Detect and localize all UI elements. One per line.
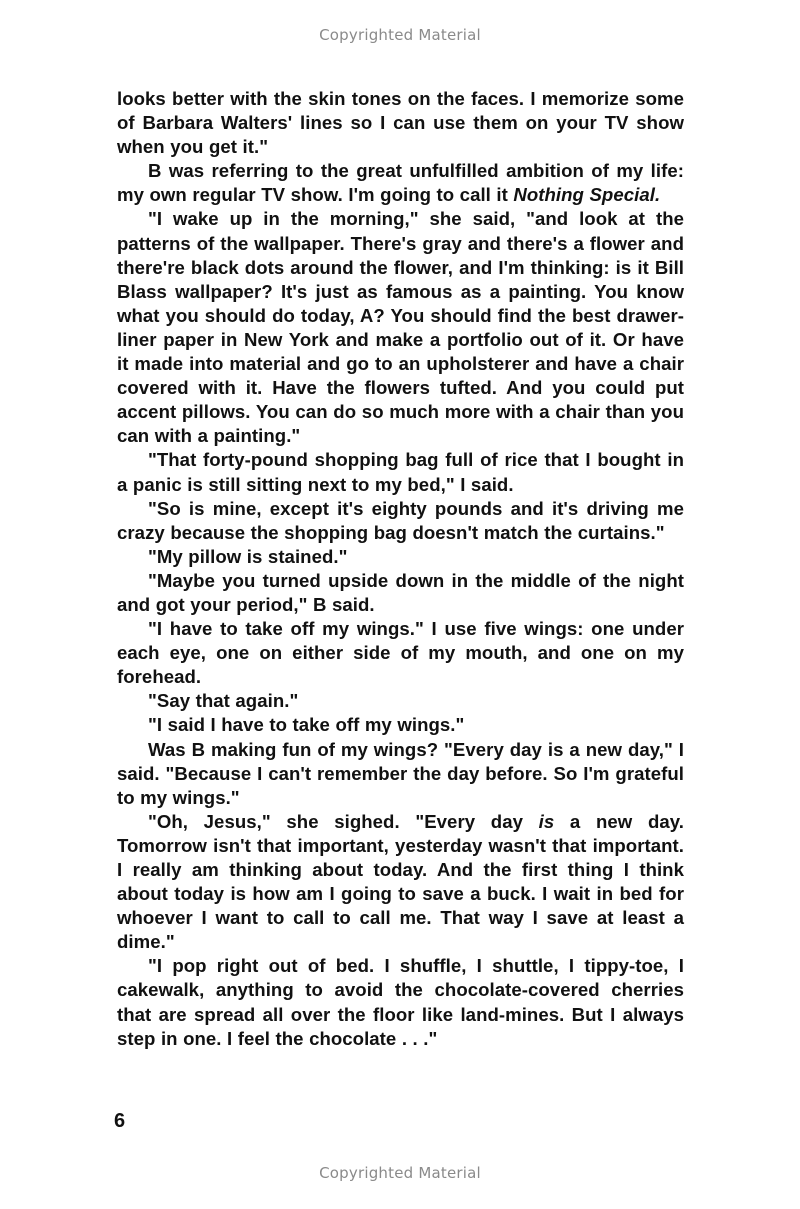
- paragraph: [117, 207, 684, 448]
- text-run: "I said I have to take off my wings.": [148, 714, 465, 736]
- text-run: Was B making fun of my wings? "Every day is a new day," I said. "Because I can't remember the day before. So I'm grateful to my wings.": [117, 738, 684, 808]
- paragraph: [117, 954, 684, 1050]
- text-run: looks better with the skin tones on the faces. I memorize some of Barbara Walters' lines so I can use them on your TV show when you get it.": [117, 88, 684, 158]
- paragraph: [117, 87, 684, 159]
- text-run: "I wake up in the morning," she said, "and look at the patterns of the wallpaper. There's gray and there's a flower and there're black dots around the flower, and I'm thinking: is it Bill Blass wallpaper? It's just as famous as a painting. You know what you should do today, A? You should find the best drawer-liner paper in New York and make a portfolio out of it. Or have it made into material and go to an upholsterer and have a chair covered with it. Have the flowers tufted. And you could put accent pillows. You can do so much more with a chair than you can with a painting.": [117, 208, 684, 447]
- paragraph: [117, 545, 684, 569]
- text-run: "I pop right out of bed. I shuffle, I shuttle, I tippy-toe, I cakewalk, anything to avoid the chocolate-covered cherries that are spread all over the floor like land-mines. But I always step in one. I feel the chocolate . . .": [117, 955, 684, 1049]
- paragraph: [117, 448, 684, 496]
- text-run: B was referring to the great unfulfilled ambition of my life: my own regular TV show. I'm going to call it: [117, 160, 684, 206]
- paragraph: [117, 689, 684, 713]
- text-run: "Say that again.": [148, 690, 299, 712]
- text-run: "My pillow is stained.": [148, 545, 348, 567]
- paragraph: [117, 497, 684, 545]
- page-number: 6: [114, 1110, 126, 1132]
- text-run: "Oh, Jesus," she sighed. "Every day: [148, 810, 539, 832]
- paragraph: [117, 617, 684, 689]
- text-run: "Maybe you turned upside down in the middle of the night and got your period," B said.: [117, 569, 684, 615]
- paragraph: [117, 738, 684, 810]
- paragraph: [117, 159, 684, 207]
- paragraph: [117, 713, 684, 737]
- paragraph: [117, 569, 684, 617]
- copyright-watermark-top: Copyrighted Material: [319, 26, 481, 44]
- text-run: "I have to take off my wings." I use five wings: one under each eye, one on either side of my mouth, and one on my forehead.: [117, 618, 684, 688]
- page-body-text: [117, 87, 684, 1051]
- text-run: "That forty-pound shopping bag full of rice that I bought in a panic is still sitting next to my bed," I said.: [117, 449, 684, 495]
- text-run: "So is mine, except it's eighty pounds and it's driving me crazy because the shopping bag doesn't match the curtains.": [117, 497, 684, 543]
- italic-text: Nothing Special.: [513, 184, 661, 206]
- text-run: a new day. Tomorrow isn't that important, yesterday wasn't that important. I really am thinking about today. And the first thing I think about today is how am I going to save a buck. I wait in bed for whoever I want to call to call me. That way I save at least a dime.": [117, 810, 684, 953]
- paragraph: [117, 810, 684, 955]
- copyright-watermark-bottom: Copyrighted Material: [319, 1164, 481, 1182]
- italic-text: is: [538, 810, 555, 832]
